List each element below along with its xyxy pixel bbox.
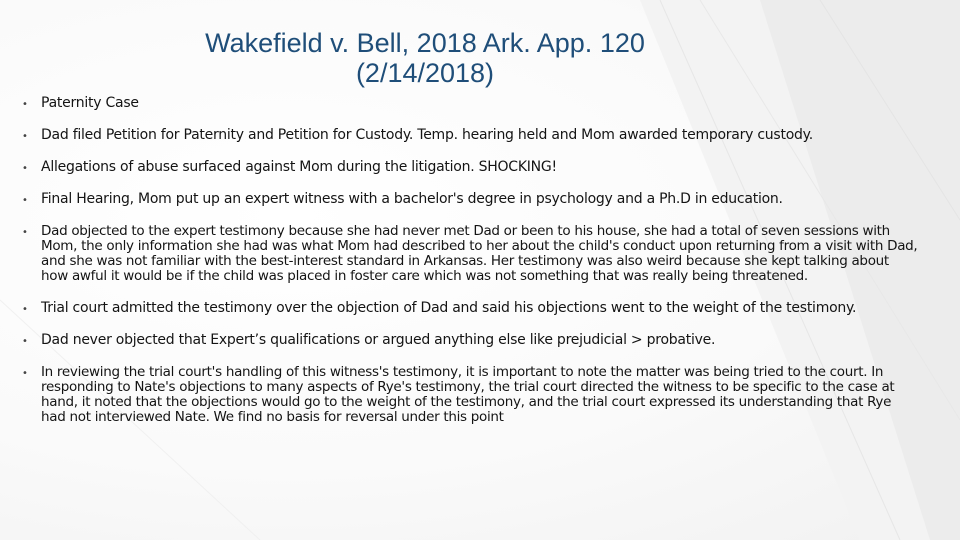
title-line-2: (2/14/2018)	[355, 58, 495, 88]
bullet-text: Dad never objected that Expert’s qualifications or argued anything else like prejudicial > probative.	[41, 332, 716, 348]
bullet-item	[22, 192, 918, 207]
bullet-marker: •	[22, 304, 28, 315]
bullet-item	[22, 333, 918, 348]
bullet-marker: •	[22, 163, 28, 174]
bullet-item	[22, 160, 918, 175]
bullet-item	[22, 224, 918, 284]
bullet-text: Dad filed Petition for Paternity and Petition for Custody. Temp. hearing held and Mom awarded temporary custody.	[41, 127, 813, 143]
bullet-marker: •	[22, 336, 28, 347]
bullet-text: Final Hearing, Mom put up an expert witness with a bachelor's degree in psychology and a Ph.D in education.	[41, 191, 783, 207]
bullet-list	[22, 96, 918, 442]
bullet-item	[22, 365, 918, 425]
bullet-marker: •	[22, 195, 28, 206]
bullet-item	[22, 128, 918, 143]
bullet-marker: •	[22, 227, 28, 238]
bullet-item	[22, 96, 918, 111]
bullet-text: Trial court admitted the testimony over the objection of Dad and said his objections went to the weight of the testimony.	[41, 300, 857, 316]
bullet-item	[22, 301, 918, 316]
bullet-text: Dad objected to the expert testimony because she had never met Dad or been to his house, she had a total of seven sessions with Mom, the only information she had was what Mom had described to her about the child's conduct upon returning from a visit with Dad, and she was not familiar with the best-interest standard in Arkansas. Her testimony was also weird because she kept talking about how awful it would be if the child was placed in foster care which was not something that was really being threatened.	[41, 223, 918, 284]
bullet-marker: •	[22, 99, 28, 110]
title-line-1: Wakefield v. Bell, 2018 Ark. App. 120	[205, 28, 645, 58]
bullet-text: Allegations of abuse surfaced against Mom during the litigation. SHOCKING!	[41, 159, 557, 175]
bullet-marker: •	[22, 131, 28, 142]
slide-title	[100, 28, 750, 88]
bullet-text: Paternity Case	[41, 95, 139, 111]
bullet-text: In reviewing the trial court's handling of this witness's testimony, it is important to note the matter was being tried to the court. In responding to Nate's objections to many aspects of Rye's testimony, the trial court directed the witness to be specific to the case at hand, it noted that the objections would go to the weight of the testimony, and the trial court expressed its understanding that Rye had not interviewed Nate. We find no basis for reversal under this point	[41, 364, 895, 425]
bullet-marker: •	[22, 368, 28, 379]
